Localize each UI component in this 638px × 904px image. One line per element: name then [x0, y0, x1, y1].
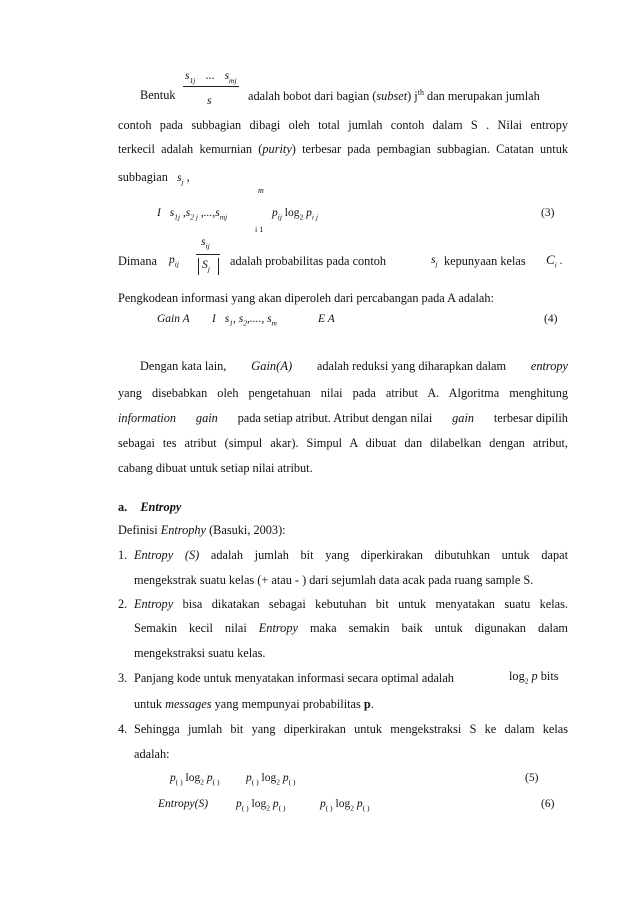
item2-line3: mengekstraksi suatu kelas.	[134, 646, 266, 660]
eq4-lhs: Gain A	[157, 313, 190, 325]
para1-line3: terkecil adalah kemurnian (purity) terbesar pada pembagian subbagian. Catatan untuk	[118, 142, 568, 156]
eq4-mid: I $s_1$, $s_2$,...., $s_m$	[212, 313, 277, 328]
eq3-lhs: I $s_{1j}$ $,s_{2 j}$ $,...,s_{mj}$	[157, 207, 228, 222]
para2-line4: sebagai tes atribut (simpul akar). Simpul A dibuat dan dilabelkan dengan atribut,	[118, 436, 568, 450]
para1-line4: subbagian $s_j$ ,	[118, 170, 190, 187]
dimana-fraction-line	[196, 254, 220, 255]
eq3-rhs: $p_{ij}$ $\log_2 p_{i j}$	[272, 207, 318, 222]
bentuk-fraction-line	[183, 86, 239, 87]
eq5-term2: $p_{( )}$ $\log_2 p_{( )}$	[246, 772, 296, 787]
eq6-term1: $p_{( )}$ $\log_2 p_{( )}$	[236, 798, 286, 813]
item1-number: 1.	[118, 548, 128, 562]
eq5-number: (5)	[525, 772, 539, 784]
para1-line2: contoh pada subbagian dibagi oleh total jumlah contoh dalam S . Nilai entropy	[118, 118, 568, 132]
pengkodean-line: Pengkodean informasi yang akan diperoleh dari percabangan pada A adalah:	[118, 291, 494, 305]
dimana-s: $s_j$	[431, 254, 438, 269]
dimana-word: Dimana	[118, 254, 157, 268]
para2-line1: Dengan kata lain, Gain(A) adalah reduksi yang diharapkan dalam entropy	[140, 359, 568, 373]
bentuk-text: adalah bobot dari bagian (subset) $j^{th}$ dan merupakan jumlah	[248, 88, 540, 104]
item3-line1: Panjang kode untuk menyatakan informasi secara optimal adalah	[134, 671, 454, 685]
dimana-fraction-denominator: $S_j$	[202, 259, 210, 274]
item1-line2: mengekstrak suatu kelas (+ atau - ) dari sejumlah data acak pada ruang sample S.	[134, 573, 534, 587]
eq3-sum-upper: m	[258, 186, 264, 195]
item3-line2: untuk messages yang mempunyai probabilitas p.	[134, 697, 374, 711]
dimana-text-1: adalah probabilitas pada contoh	[230, 254, 387, 268]
dimana-text-2: kepunyaan kelas	[444, 254, 526, 268]
item4-number: 4.	[118, 722, 128, 736]
definisi-line: Definisi Entrophy (Basuki, 2003):	[118, 523, 286, 537]
dimana-abs-bar-right	[218, 258, 219, 275]
eq3-number: (3)	[541, 207, 555, 219]
eq6-lhs: Entropy(S)	[158, 798, 209, 810]
item3-number: 3.	[118, 671, 128, 685]
eq6-term2: $p_{( )}$ $\log_2 p_{( )}$	[320, 798, 370, 813]
item2-line2: Semakin kecil nilai Entropy maka semakin baik untuk digunakan dalam	[134, 621, 568, 635]
dimana-C: $C_i$ .	[546, 252, 563, 270]
item4-line1: Sehingga jumlah bit yang diperkirakan untuk mengekstraksi S ke dalam kelas	[134, 722, 568, 736]
eq4-rhs: E A	[318, 313, 335, 325]
para2-line5: cabang dibuat untuk setiap nilai atribut.	[118, 461, 313, 475]
para2-line3: information gain pada setiap atribut. Atribut dengan nilai gain terbesar dipilih	[118, 411, 568, 425]
item2-number: 2.	[118, 597, 128, 611]
dimana-p: $p_{ij}$	[169, 254, 179, 269]
eq5-term1: $p_{( )}$ $\log_2 p_{( )}$	[170, 772, 220, 787]
item3-formula: $\log_2 p$ bits	[509, 669, 559, 686]
item2-line1: Entropy bisa dikatakan sebagai kebutuhan bit untuk menyatakan suatu kelas.	[134, 597, 569, 611]
eq3-sum-lower: i 1	[255, 225, 264, 234]
eq4-number: (4)	[544, 313, 558, 325]
dimana-abs-bar-left	[198, 258, 199, 275]
section-heading: a. Entropy	[118, 500, 182, 514]
bentuk-fraction-numerator: $s_{1j}$ ... $s_{mj}$	[185, 68, 237, 86]
para2-line2: yang disebabkan oleh pengetahuan nilai pada atribut A. Algoritma menghitung	[118, 386, 568, 400]
item1-line1: Entropy (S) adalah jumlah bit yang diperkirakan dibutuhkan untuk dapat	[134, 548, 568, 562]
item4-line2: adalah:	[134, 747, 170, 761]
dimana-fraction-numerator: $s_{ij}$	[201, 236, 210, 251]
bentuk-fraction-denominator: s	[207, 95, 212, 107]
bentuk-word: Bentuk	[140, 88, 176, 102]
eq6-number: (6)	[541, 798, 555, 810]
